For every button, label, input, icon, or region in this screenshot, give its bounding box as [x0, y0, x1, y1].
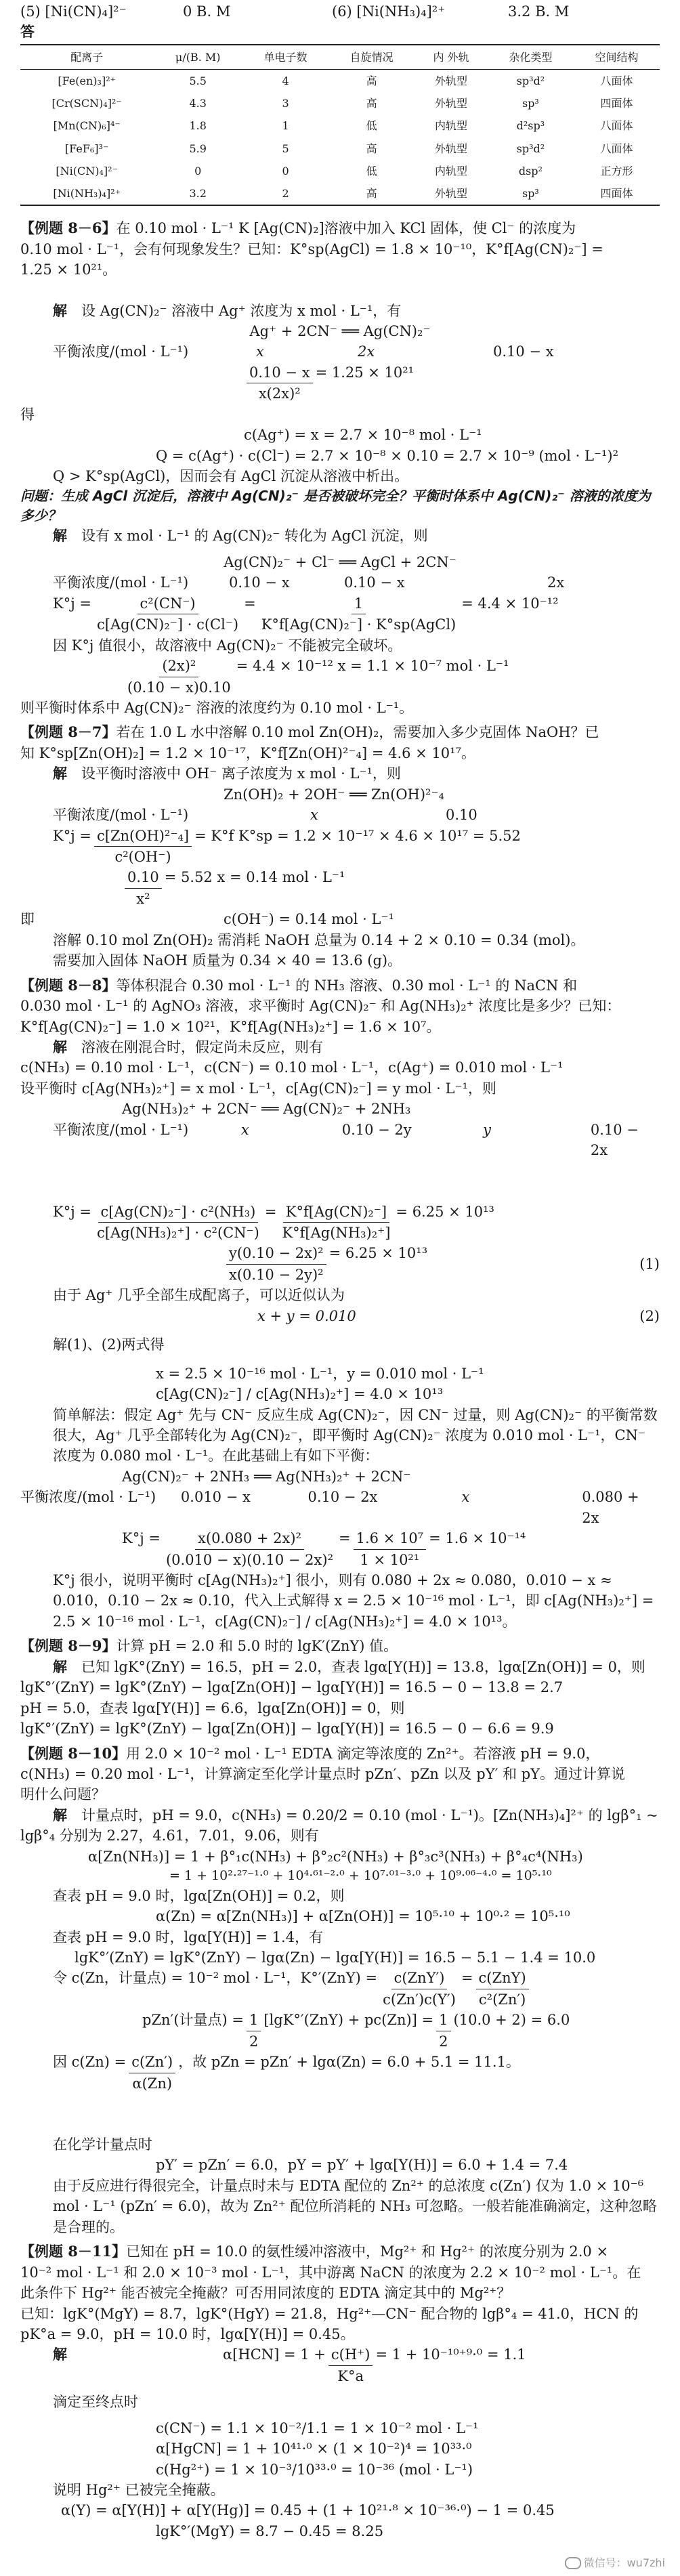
fraction	[436, 2010, 450, 2052]
item-5-label: (5) [Ni(CN)₄]²⁻	[20, 3, 127, 20]
question-text: 知 K°sp[Zn(OH)₂] = 1.2 × 10⁻¹⁷，K°f[Zn(OH)²⁻₄] = 4.6 × 10¹⁷。	[20, 744, 475, 761]
table-cell: [Fe(en)₃]²⁺	[58, 75, 116, 88]
table-cell: 八面体	[600, 142, 633, 155]
denominator: K°f[Ag(CN)₂⁻] · K°sp(AgCl)	[261, 616, 456, 633]
equation	[20, 867, 660, 909]
table-cell: d²sp³	[516, 119, 545, 133]
fraction	[354, 1528, 426, 1570]
table-cell: 外轨型	[434, 75, 467, 88]
calc-line: x = 2.5 × 10⁻¹⁶ mol · L⁻¹，y = 0.010 mol · L⁻¹	[156, 1365, 484, 1382]
question-text: 明什么问题？	[20, 1786, 106, 1803]
calc-line: 因 K°j 值很小，故溶液中 Ag(CN)₂⁻ 不能被完全破坏。	[53, 637, 402, 654]
fraction	[125, 867, 162, 909]
fraction	[125, 656, 234, 698]
solution-text: 简单解法：假定 Ag⁺ 先与 CN⁻ 反应生成 Ag(CN)₂⁻，因 CN⁻ 过量，则 Ag(CN)₂⁻ 的平衡常数很大，Ag⁺ 几乎全部转化为 Ag(CN)₂⁻，即平衡时 Ag(CN)₂⁻ 浓度为 0.010 mol · L⁻¹，CN⁻ 浓度为 0.080 mol · L⁻¹。在此基础上有如下平衡：	[53, 1406, 658, 1464]
question-text: 等体积混合 0.30 mol · L⁻¹ 的 NH₃ 溶液、0.30 mol · L⁻¹ 的 NaCN 和	[116, 977, 578, 994]
table-header: 内 外轨	[415, 45, 488, 70]
table-cell: 0	[194, 164, 202, 177]
calc-line: Q > K°sp(AgCl)，因而会有 AgCl 沉淀从溶液中析出。	[53, 468, 409, 484]
question-text: 若在 1.0 L 水中溶解 0.10 mol Zn(OH)₂，需要加入多少克固体 NaOH？已	[116, 724, 599, 741]
equation-result: = K°f K°sp = 1.2 × 10⁻¹⁷ × 4.6 × 10¹⁷ = 5.52	[194, 827, 521, 844]
question-text: 10⁻² mol · L⁻¹ 和 2.0 × 10⁻³ mol · L⁻¹，其中游离 NaCN 的浓度为 2.2 × 10⁻² mol · L⁻¹。在	[20, 2264, 641, 2281]
equilibrium-value: 0.10 − 2x	[307, 1489, 378, 1506]
equation-number: (1)	[639, 1256, 660, 1273]
text-line: 即	[20, 911, 35, 928]
table-cell: 外轨型	[434, 142, 467, 155]
equilibrium-value: 0.10	[446, 807, 477, 824]
denominator: c[Ag(NH₃)₂⁺] · c²(CN⁻)	[96, 1225, 259, 1241]
equilibrium-value: 0.010 − x	[180, 1489, 251, 1506]
table-cell: sp³	[522, 97, 539, 110]
equation	[20, 362, 660, 404]
table-cell: [Mn(CN)₆]⁴⁻	[53, 119, 121, 133]
calc-line: pY′ = pZn′ = 6.0，pY = pY′ + lgα[Y(H)] = 6.0 + 1.4 = 7.4	[156, 2157, 568, 2174]
question-text: 在 0.10 mol · L⁻¹ K [Ag(CN)₂]溶液中加入 KCl 固体，使 Cl⁻ 的浓度为	[116, 220, 576, 237]
solution-label: 解	[53, 765, 67, 782]
denominator: x²	[136, 890, 150, 907]
question-text: pK°a = 9.0，pH = 10.0 时，lgα[Y(H)] = 0.45。	[20, 2325, 355, 2342]
table-cell: 八面体	[600, 119, 633, 133]
fraction	[328, 2344, 373, 2386]
fraction	[259, 593, 459, 635]
solution-text: 查表 pH = 9.0 时，lgα[Y(H)] = 1.4，有	[53, 1928, 324, 1945]
calc-line: α(Zn) = α[Zn(NH₃)] + α[Zn(OH)] = 10⁵·¹⁰ + 10⁰·² = 10⁵·¹⁰	[156, 1908, 570, 1925]
question-text: 0.10 mol · L⁻¹，会有何现象发生？已知：K°sp(AgCl) = 1.8 × 10⁻¹⁰，K°f[Ag(CN)₂⁻] =	[20, 240, 603, 257]
fraction	[247, 2010, 261, 2052]
equilibrium-row	[20, 341, 660, 362]
equilibrium-value: 0.10 − 2x	[590, 1121, 639, 1159]
denominator: 2	[249, 2033, 259, 2050]
watermark	[565, 2555, 665, 2571]
equation	[20, 656, 660, 698]
calc-line: α[Zn(NH₃)] = 1 + β°₁c(NH₃) + β°₂c²(NH₃) + β°₃c³(NH₃) + β°₄c⁴(NH₃)	[88, 1848, 583, 1865]
denominator: (0.10 − x)0.10	[127, 679, 231, 696]
fraction	[163, 1528, 336, 1570]
reaction-equation: Ag(NH₃)₂⁺ + 2CN⁻ ══ Ag(CN)₂⁻ + 2NH₃	[122, 1101, 411, 1118]
example-title: 【例题 8－10】	[20, 1744, 127, 1762]
table-cell: 高	[328, 182, 415, 205]
calc-row	[20, 909, 660, 929]
answer-label: 答	[20, 23, 35, 41]
table-cell: sp³	[488, 182, 574, 205]
table-cell: 0	[282, 164, 289, 177]
equation-result: (10.0 + 2) = 6.0	[453, 2012, 570, 2029]
table-cell: 低	[366, 119, 377, 133]
solution-text: 由于反应进行得很完全，计量点时未与 EDTA 配位的 Zn²⁺ 的总浓度 c(Zn′) 仅为 1.0 × 10⁻⁶ mol · L⁻¹ (pZn′ = 6.0)，故为 Zn²⁺ 配位所消耗的 NH₃ 可忽略。一般若能准确滴定，这种忽略是合理的。	[53, 2177, 657, 2235]
table-cell: 四面体	[574, 182, 660, 205]
table-cell: 5	[282, 142, 289, 155]
table-cell: [FeF₆]³⁻	[64, 142, 109, 155]
denominator: c[Ag(CN)₂⁻] · c(Cl⁻)	[96, 616, 239, 633]
equation-result: = 6.25 × 10¹³	[396, 1203, 494, 1220]
calc-line: pH = 5.0，查表 lgα[Y(H)] = 6.6，lgα[Zn(OH)] = 0，则	[20, 1699, 405, 1716]
equation-numbered	[20, 1243, 660, 1285]
denominator: x(2x)²	[258, 385, 301, 402]
fraction	[94, 593, 241, 635]
table-cell: 八面体	[600, 75, 633, 88]
table-header: 杂化类型	[488, 45, 574, 70]
equation-lhs: 令 c(Zn，计量点) = 10⁻² mol · L⁻¹，K°′(ZnY) =	[53, 1970, 378, 1987]
calc-line: c[Ag(CN)₂⁻] / c[Ag(NH₃)₂⁺] = 4.0 × 10¹³	[156, 1386, 444, 1403]
equation-result: = 4.4 × 10⁻¹² x = 1.1 × 10⁻⁷ mol · L⁻¹	[236, 658, 509, 675]
numerator: 1	[352, 593, 366, 614]
equilibrium-label: 平衡浓度/(mol · L⁻¹)	[53, 574, 189, 591]
denominator: c(Zn′)c(Y′)	[383, 1991, 456, 2008]
item-6-value: 3.2 B. M	[508, 3, 570, 20]
equilibrium-label: 平衡浓度/(mol · L⁻¹)	[53, 1121, 189, 1138]
calc-line: 则平衡时体系中 Ag(CN)₂⁻ 溶液的浓度约为 0.10 mol · L⁻¹。	[20, 699, 414, 716]
denominator: c²(Zn′)	[478, 1991, 526, 2008]
question-text: 0.030 mol · L⁻¹ 的 AgNO₃ 溶液，求平衡时 Ag(CN)₂⁻ 和 Ag(NH₃)₂⁺ 浓度比是多少？已知：	[20, 998, 621, 1015]
equation-number: (2)	[639, 1307, 660, 1324]
table-cell: [Ni(CN)₄]²⁻	[56, 164, 119, 177]
equilibrium-value: 0.080 + 2x	[582, 1489, 639, 1526]
example-title: 【例题 8－11】	[20, 2243, 127, 2260]
equilibrium-value: 2x	[547, 574, 565, 591]
solution-text: 解(1)、(2)两式得	[53, 1336, 165, 1353]
solution-text: 溶液在刚混合时，假定尚未反应，则有	[81, 1038, 323, 1055]
equation-mid: [lgK°′(ZnY) + pc(Zn)] =	[263, 2012, 434, 2029]
table-header: 配离子	[20, 45, 153, 70]
calc-line: 需要加入固体 NaOH 质量为 0.34 × 40 = 13.6 (g)。	[53, 952, 402, 969]
question-text: K°f[Ag(CN)₂⁻] = 1.0 × 10²¹，K°f[Ag(NH₃)₂⁺] = 1.6 × 10⁷。	[20, 1018, 441, 1035]
equation-result: = 1.25 × 10²¹	[315, 364, 415, 381]
question-text: 已知在 pH = 10.0 的氨性缓冲溶液中，Mg²⁺ 和 Hg²⁺ 的浓度分别为 2.0 ×	[126, 2243, 609, 2260]
equilibrium-value: 0.10 − x	[229, 574, 290, 591]
table-cell: 外轨型	[434, 97, 467, 110]
table-cell: dsp²	[518, 164, 543, 177]
table-cell: 5.5	[189, 75, 207, 88]
numerator: 1	[436, 2010, 450, 2031]
numerator: (2x)²	[159, 656, 198, 677]
equation	[20, 826, 660, 868]
item-6-label: (6) [Ni(NH₃)₄]²⁺	[332, 3, 446, 20]
table-cell: 低	[366, 164, 377, 177]
calc-line: α(Y) = α[Y(H)] + α[Y(Hg)] = 0.45 + (1 + 10²¹·⁸ × 10⁻³⁶·⁰) − 1 = 0.45	[61, 2502, 555, 2519]
equation-numbered	[20, 1306, 660, 1326]
table-cell: 1	[282, 119, 289, 133]
equation	[224, 1243, 427, 1285]
equilibrium-row	[20, 572, 660, 593]
table-cell: 四面体	[600, 97, 633, 110]
table-row	[20, 70, 660, 93]
equation-result: = 5.52 x = 0.14 mol · L⁻¹	[164, 869, 345, 886]
numerator: c(Zn′)	[129, 2052, 175, 2073]
calc-line: lgK°′(ZnY) = lgK°(ZnY) − lgα(Zn) − lgα[Y(H)] = 16.5 − 5.1 − 1.4 = 10.0	[75, 1949, 596, 1966]
reaction-equation: Ag(CN)₂⁻ + 2NH₃ ══ Ag(NH₃)₂⁺ + 2CN⁻	[122, 1468, 411, 1485]
table-cell: 外轨型	[415, 182, 488, 205]
example-title: 【例题 8－9】	[20, 1637, 116, 1655]
equation-result: ，故 pZn = pZn′ + lgα(Zn) = 6.0 + 5.1 = 11.1。	[178, 2054, 520, 2071]
fraction	[279, 1202, 393, 1244]
question-text: 此条件下 Hg²⁺ 能否被完全掩蔽？可否用同浓度的 EDTA 滴定其中的 Mg²⁺？	[20, 2285, 511, 2302]
solution-text: 已知 lgK°(ZnY) = 16.5，pH = 2.0，查表 lgα[Y(H)] = 13.8，lgα[Zn(OH)] = 0，则	[81, 1658, 645, 1675]
top-values	[20, 0, 660, 22]
table-cell: 3.2	[153, 182, 242, 205]
equation-lhs: pZn′(计量点) =	[142, 2012, 244, 2029]
solution-label: 解	[53, 301, 67, 319]
solution-text: 由于 Ag⁺ 几乎全部生成配离子，可以近似认为	[53, 1287, 345, 1304]
fraction	[380, 1968, 459, 2010]
table-row	[20, 92, 660, 114]
table-cell: 2	[242, 182, 328, 205]
calc-line: lgK°′(ZnY) = lgK°(ZnY) − lgα[Zn(OH)] − lgα[Y(H)] = 16.5 − 0 − 6.6 = 9.9	[20, 1720, 554, 1737]
table-cell: 4.3	[189, 97, 207, 110]
solution-text: 在化学计量点时	[53, 2136, 152, 2153]
equilibrium-value: 0.10 − 2y	[341, 1121, 412, 1138]
table-cell: 高	[366, 75, 377, 88]
solution-label: 解	[53, 527, 67, 545]
table-row	[20, 138, 660, 160]
equation-lhs: K°j =	[53, 827, 91, 844]
equation	[20, 2344, 660, 2386]
table-row	[20, 182, 660, 205]
equilibrium-value: x	[240, 1121, 249, 1138]
numerator: 0.10	[125, 867, 162, 888]
equation-result: = 4.4 × 10⁻¹²	[461, 595, 559, 612]
solution-label: 解	[53, 2346, 67, 2363]
calc-line: α[HgCN] = 1 + 10⁴¹·⁰ × (1 × 10⁻²)⁴ = 10³³·⁰	[156, 2441, 472, 2457]
solution-text: 设 Ag(CN)₂⁻ 溶液中 Ag⁺ 浓度为 x mol · L⁻¹，有	[81, 302, 402, 319]
numerator: K°f[Ag(CN)₂⁻]	[283, 1202, 389, 1223]
solution-label: 解	[53, 1038, 67, 1055]
text-line: 得	[20, 406, 35, 423]
numerator: c[Ag(CN)₂⁻] · c²(NH₃)	[98, 1202, 259, 1223]
table-cell: [Ni(NH₃)₄]²⁺	[20, 182, 153, 205]
equation-lhs: K°j =	[122, 1530, 161, 1547]
reaction-equation: Zn(OH)₂ + 2OH⁻ ══ Zn(OH)²⁻₄	[224, 786, 444, 803]
equilibrium-row	[20, 805, 660, 825]
table-cell: sp³d²	[516, 142, 545, 155]
table-row	[20, 160, 660, 182]
numerator: c²(CN⁻)	[137, 593, 198, 614]
table-header-row	[20, 45, 660, 70]
table-header: 自旋情况	[328, 45, 415, 70]
denominator: 2	[439, 2033, 448, 2050]
equilibrium-label: 平衡浓度/(mol · L⁻¹)	[53, 343, 189, 360]
equation-lhs: K°j =	[53, 595, 91, 612]
example-8-9	[20, 1636, 660, 1739]
example-title: 【例题 8－8】	[20, 976, 116, 994]
example-8-6	[20, 218, 660, 718]
numerator: y(0.10 − 2x)²	[226, 1243, 326, 1264]
equilibrium-label: 平衡浓度/(mol · L⁻¹)	[20, 1489, 156, 1506]
solution-text: 说明 Hg²⁺ 已被完全掩蔽。	[53, 2482, 225, 2499]
solution-text: 设平衡时溶液中 OH⁻ 离子浓度为 x mol · L⁻¹，则	[81, 765, 401, 782]
example-8-7	[20, 722, 660, 971]
table-cell: 4	[282, 75, 289, 88]
equation-lhs: 因 c(Zn) =	[53, 2054, 127, 2071]
equation-result: = 1.6 × 10⁻¹⁴	[429, 1530, 526, 1547]
table-cell: 内轨型	[434, 164, 467, 177]
question-note: 问题：生成 AgCl 沉淀后，溶液中 Ag(CN)₂⁻ 是否被破坏完全？平衡时体系中 Ag(CN)₂⁻ 溶液的浓度为多少？	[20, 488, 651, 524]
equation: K°j = $\frac{\text{c²(CN⁻)}}{\text{c[Ag(CN)₂⁻] · c(Cl⁻)}}$ = $\frac{1}{\text{K°f[Ag(CN)₂⁻] · K°sp(AgCl)}}$ = 4.4 × 10⁻¹²	[20, 593, 660, 635]
solution-text: 查表 pH = 9.0 时，lgα[Zn(OH)] = 0.2，则	[53, 1887, 345, 1904]
denominator: α(Zn)	[132, 2075, 173, 2092]
table-cell: [Cr(SCN)₄]²⁻	[51, 97, 122, 110]
numerator: 1.6 × 10⁷	[354, 1528, 426, 1549]
numerator: 1	[247, 2010, 261, 2031]
denominator: (0.010 − x)(0.10 − 2x)²	[165, 1551, 333, 1568]
item-5-value: 0 B. M	[183, 3, 231, 20]
calc-line: 溶解 0.10 mol Zn(OH)₂ 需消耗 NaOH 总量为 0.14 + 2 × 0.10 = 0.34 (mol)。	[53, 931, 585, 948]
calc-line: c(OH⁻) = 0.14 mol · L⁻¹	[224, 911, 394, 928]
equilibrium-value: y	[483, 1121, 491, 1138]
example-title: 【例题 8－6】	[20, 219, 116, 237]
table-header: 空间结构	[574, 45, 660, 70]
question-text: 用 2.0 × 10⁻² mol · L⁻¹ EDTA 滴定等浓度的 Zn²⁺。若溶液 pH = 9.0，	[126, 1745, 600, 1762]
equation: x + y = 0.010	[257, 1307, 356, 1324]
question-text: 计算 pH = 2.0 和 5.0 时的 lgK′(ZnY) 值。	[116, 1638, 398, 1655]
denominator: K°f[Ag(NH₃)₂⁺]	[282, 1225, 391, 1241]
calc-line: = 1 + 10²·²⁷⁻¹·⁰ + 10⁴·⁶¹⁻²·⁰ + 10⁷·⁰¹⁻³·⁰ + 10⁹·⁰⁶⁻⁴·⁰ = 10⁵·¹⁰	[169, 1868, 552, 1884]
fraction	[476, 1968, 529, 2010]
table-cell: 正方形	[600, 164, 633, 177]
equation	[20, 2052, 660, 2094]
table-cell: 高	[366, 97, 377, 110]
example-8-8	[20, 975, 660, 1632]
equilibrium-value: x	[256, 343, 264, 360]
solution-text: c(NH₃) = 0.10 mol · L⁻¹，c(CN⁻) = 0.10 mol · L⁻¹，c(Ag⁺) = 0.010 mol · L⁻¹	[20, 1059, 564, 1076]
fraction	[129, 2052, 175, 2094]
equation-result: = 1 + 10⁻¹⁰⁺⁹·⁰ = 1.1	[375, 2346, 526, 2363]
table-cell: 5.9	[189, 142, 207, 155]
equation-lhs: K°j =	[53, 1203, 91, 1220]
equilibrium-value: 2x	[358, 343, 375, 360]
calc-line: c(Hg²⁺) = 1 × 10⁻³/10³³·⁰ = 10⁻³⁶ (mol · L⁻¹)	[156, 2461, 473, 2478]
example-8-11	[20, 2241, 660, 2541]
numerator: c[Zn(OH)²⁻₄]	[94, 826, 192, 847]
example-8-10	[20, 1744, 660, 2238]
calc-line: c(CN⁻) = 1.1 × 10⁻²/1.1 = 1 × 10⁻² mol · L⁻¹	[156, 2420, 479, 2436]
wechat-icon	[565, 2557, 581, 2569]
table-cell: 3	[282, 97, 289, 110]
calc-line: c(Ag⁺) = x = 2.7 × 10⁻⁸ mol · L⁻¹	[244, 427, 482, 444]
calc-line: Q = c(Ag⁺) · c(Cl⁻) = 2.7 × 10⁻⁸ × 0.10 = 2.7 × 10⁻⁹ (mol · L⁻¹)²	[156, 447, 619, 464]
question-text: 1.25 × 10²¹。	[20, 261, 117, 278]
table-row	[20, 114, 660, 137]
solution-text: 滴定至终点时	[53, 2394, 138, 2411]
equilibrium-label: 平衡浓度/(mol · L⁻¹)	[53, 807, 189, 824]
solution-text: 计量点时，pH = 9.0，c(NH₃) = 0.20/2 = 0.10 (mol · L⁻¹)。[Zn(NH₃)₄]²⁺ 的 lgβ°₁ ~	[81, 1807, 658, 1823]
table-cell: 内轨型	[434, 119, 467, 133]
example-title: 【例题 8－7】	[20, 723, 116, 741]
equilibrium-value: 0.10 − x	[344, 574, 405, 591]
solution-text: lgβ°₄ 分别为 2.27，4.61，7.01，9.06，则有	[20, 1828, 319, 1844]
equation-result: = 6.25 × 10¹³	[328, 1245, 428, 1262]
denominator: x(0.10 − 2y)²	[229, 1266, 324, 1283]
calc-line: lgK°′(MgY) = 8.7 − 0.45 = 8.25	[156, 2522, 384, 2539]
fraction	[94, 1202, 262, 1244]
numerator: c(ZnY′)	[391, 1968, 448, 1989]
watermark-text: 微信号：wu7zhi	[583, 2556, 665, 2569]
denominator: K°a	[337, 2367, 364, 2384]
equation: 令 c(Zn，计量点) = 10⁻² mol · L⁻¹，K°′(ZnY) = $\frac{\text{c(ZnY′)}}{c(Zn')c(Y')}$ = $\frac{\text{c(ZnY)}}{\text{c²(Zn′)}}$	[20, 1968, 660, 2010]
numerator: c(H⁺)	[328, 2344, 373, 2365]
numerator: 0.10 − x	[247, 362, 313, 383]
equation-lhs: α[HCN] = 1 +	[223, 2346, 326, 2363]
numerator: c(ZnY)	[476, 1968, 529, 1989]
table-header: μ/(B. M)	[153, 45, 242, 70]
solution-label: 解	[53, 1657, 67, 1675]
reaction-equation: Ag(CN)₂⁻ + Cl⁻ ══ AgCl + 2CN⁻	[224, 553, 456, 570]
equation	[20, 2010, 660, 2052]
table-cell: 1.8	[189, 119, 207, 133]
fraction	[226, 1243, 326, 1285]
fraction	[94, 826, 192, 868]
equation: K°j = $\frac{\text{c[Ag(CN)₂⁻] · c²(NH₃)}}{\text{c[Ag(NH₃)₂⁺] · c²(CN⁻)}}$ = $\frac{\text{K°f[Ag(CN)₂⁻]}}{\text{K°f[Ag(NH₃)₂⁺]}}$ = 6.25 × 10¹³	[20, 1202, 660, 1244]
fraction	[247, 362, 313, 404]
equilibrium-row	[20, 1120, 660, 1161]
solution-text: 设有 x mol · L⁻¹ 的 Ag(CN)₂⁻ 转化为 AgCl 沉淀，则	[81, 528, 428, 545]
table-cell: 高	[366, 142, 377, 155]
equilibrium-value: x	[310, 807, 318, 824]
equilibrium-row	[20, 1487, 660, 1528]
equation: K°j = $\frac{\text{x(0.080 + 2x)²}}{\text{(0.010 − x)(0.10 − 2x)²}}$ = $\frac{\text{1.6 × 10⁷}}{\text{1 × 10²¹}}$ = 1.6 × 10⁻¹⁴	[20, 1528, 660, 1570]
equilibrium-value: x	[461, 1489, 470, 1506]
table-header: 单电子数	[242, 45, 328, 70]
solution-label: 解	[53, 1806, 67, 1823]
complex-table	[20, 44, 660, 206]
solution-text: 设平衡时 c[Ag(NH₃)₂⁺] = x mol · L⁻¹，c[Ag(CN)₂⁻] = y mol · L⁻¹，则	[20, 1080, 496, 1097]
calc-line: lgK°′(ZnY) = lgK°(ZnY) − lgα[Zn(OH)] − lgα[Y(H)] = 16.5 − 0 − 13.8 = 2.7	[20, 1679, 564, 1696]
denominator: c²(OH⁻)	[114, 849, 171, 865]
equilibrium-value: 0.10 − x	[493, 343, 554, 360]
denominator: 1 × 10²¹	[360, 1551, 420, 1568]
reaction-equation: Ag⁺ + 2CN⁻ ══ Ag(CN)₂⁻	[249, 322, 431, 339]
question-text: 已知：lgK°(MgY) = 8.7，lgK°(HgY) = 21.8，Hg²⁺—CN⁻ 配合物的 lgβ°₄ = 41.0，HCN 的	[20, 2305, 639, 2322]
numerator: x(0.080 + 2x)²	[195, 1528, 304, 1549]
question-text: c(NH₃) = 0.20 mol · L⁻¹，计算滴定至化学计量点时 pZn′、pZn 以及 pY′ 和 pY。通过计算说	[20, 1765, 626, 1782]
solution-text: K°j 很小，说明平衡时 c[Ag(NH₃)₂⁺] 很小，则有 0.080 + 2x ≈ 0.080，0.010 − x ≈ 0.010，0.10 − 2x ≈ 0.10，代入上式解得 x = 2.5 × 10⁻¹⁶ mol · L⁻¹，即 c[Ag(NH₃)₂⁺] = 2.5 × 10⁻¹⁶ mol · L⁻¹，c[Ag(CN)₂⁻] / c[Ag(NH₃)₂⁺] = 4.0 × 10¹³。	[53, 1572, 654, 1630]
table-cell: sp³d²	[516, 75, 545, 88]
